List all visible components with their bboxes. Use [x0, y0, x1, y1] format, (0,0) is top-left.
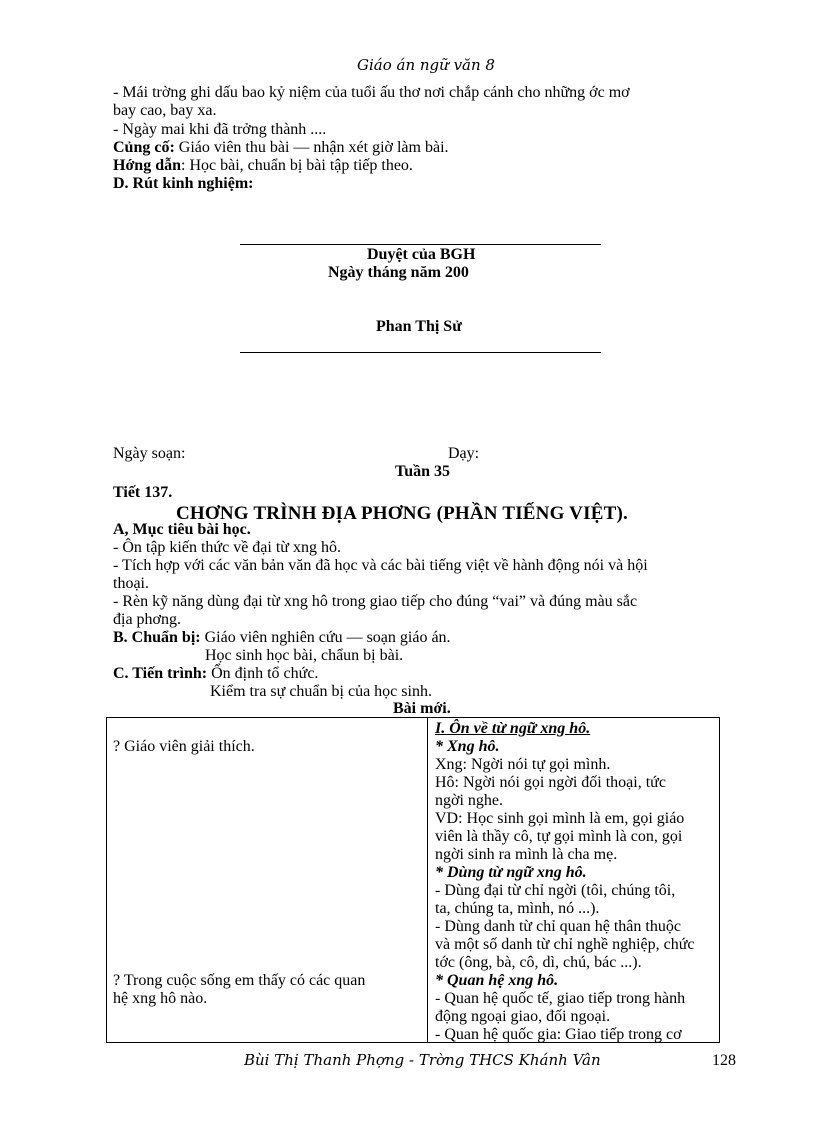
day-label: Dạy:	[448, 445, 480, 462]
text-line: - Rèn kỹ năng dùng đại từ xng hô trong giao tiếp cho đúng “vai” và đúng màu sắc	[113, 593, 638, 610]
table-left-question: hệ xng hô nào.	[113, 990, 208, 1007]
page-header: Giáo án ngữ văn 8	[357, 56, 495, 74]
lesson-title: CHƠNG TRÌNH ĐỊA PHƠNG (PHẦN TIẾNG VIỆT).	[176, 503, 628, 524]
approval-top-rule	[240, 244, 601, 245]
section-b-line	[113, 629, 451, 647]
approval-name: Phan Thị Sử	[376, 318, 462, 335]
table-right-line: viên là thầy cô, tự gọi mình là con, gọi	[435, 828, 683, 845]
table-right-line: - Dùng đại từ chỉ ngời (tôi, chúng tôi,	[435, 882, 676, 899]
week-label: Tuần 35	[395, 463, 450, 480]
table-right-line: tớc (ông, bà, cô, dì, chú, bác ...).	[435, 954, 642, 971]
section-c-heading: C. Tiến trình:	[113, 665, 208, 682]
table-right-line: Xng: Ngời nói tự gọi mình.	[435, 756, 611, 773]
text-line: Học sinh học bài, chẩun bị bài.	[205, 647, 404, 664]
table-left-question: ? Trong cuộc sống em thấy có các quan	[113, 972, 366, 989]
table-right-line: VD: Học sinh gọi mình là em, gọi giáo	[435, 810, 685, 827]
text-line: thoại.	[113, 575, 149, 592]
approval-bottom-rule	[240, 352, 601, 353]
section-b-heading: B. Chuẩn bị:	[113, 629, 201, 646]
huongdan-line	[113, 157, 413, 175]
rut-kinh-nghiem-heading: D. Rút kinh nghiệm:	[113, 175, 254, 192]
section-a-heading: A, Mục tiêu bài học.	[113, 521, 251, 538]
table-right-subheading: * Quan hệ xng hô.	[435, 972, 559, 989]
cungco-text: Giáo viên thu bài — nhận xét giờ làm bài.	[174, 139, 449, 156]
table-column-divider	[427, 718, 428, 1042]
section-b-text: Giáo viên nghiên cứu — soạn giáo án.	[200, 629, 451, 646]
table-right-line: - Quan hệ quốc gia: Giao tiếp trong cơ	[435, 1026, 682, 1043]
huongdan-text: : Học bài, chuẩn bị bài tập tiếp theo.	[181, 157, 413, 174]
table-right-line: ta, chúng ta, mình, nó ...).	[435, 900, 600, 917]
footer-author: Bùi Thị Thanh Phợng - Trờng THCS Khánh Vân	[244, 1051, 601, 1069]
text-line: - Ôn tập kiến thức về đại từ xng hô.	[113, 539, 341, 556]
table-right-heading: I. Ôn về từ ngữ xng hô.	[435, 720, 591, 737]
ngay-soan: Ngày soạn:	[113, 445, 186, 462]
text-line: - Ngày mai khi đã trởng thành ....	[113, 121, 327, 138]
table-right-line: - Quan hệ quốc tế, giao tiếp trong hành	[435, 990, 686, 1007]
text-line: bay cao, bay xa.	[113, 102, 217, 119]
approval-date: Ngày tháng năm 200	[328, 264, 469, 281]
huongdan-label: Hớng dẫn	[113, 157, 181, 174]
table-right-line: Hô: Ngời nói gọi ngời đối thoại, tức	[435, 774, 666, 791]
text-line: địa phơng.	[113, 611, 182, 628]
new-lesson-heading: Bài mới.	[393, 700, 451, 717]
table-right-subheading: * Dùng từ ngữ xng hô.	[435, 864, 587, 881]
table-right-line: - Dùng danh từ chỉ quan hệ thân thuộc	[435, 918, 681, 935]
text-line: - Mái trờng ghi dấu bao kỷ niệm của tuổi ấu thơ nơi chắp cánh cho những ớc mơ	[113, 84, 630, 101]
approval-title: Duyệt của BGH	[367, 246, 476, 263]
table-left-question: ? Giáo viên giải thích.	[113, 738, 255, 755]
lesson-table	[106, 717, 720, 1043]
table-right-subheading: * Xng hô.	[435, 738, 500, 755]
page-number: 128	[712, 1052, 736, 1069]
table-right-line: động ngoại giao, đối ngoại.	[435, 1008, 611, 1025]
table-right-line: ngời nghe.	[435, 792, 504, 809]
cungco-line	[113, 139, 449, 157]
table-right-line: ngời sinh ra mình là cha mẹ.	[435, 846, 618, 863]
cungco-label: Củng cố:	[113, 139, 175, 156]
table-right-line: và một số danh từ chỉ nghề nghiệp, chức	[435, 936, 695, 953]
section-c-line	[113, 665, 318, 683]
period-label: Tiết 137.	[113, 484, 173, 501]
section-c-text: Ổn định tổ chức.	[207, 665, 319, 682]
text-line: Kiểm tra sự chuẩn bị của học sinh.	[210, 683, 432, 700]
text-line: - Tích hợp với các văn bản văn đã học và các bài tiếng việt về hành động nói và hội	[113, 557, 648, 574]
